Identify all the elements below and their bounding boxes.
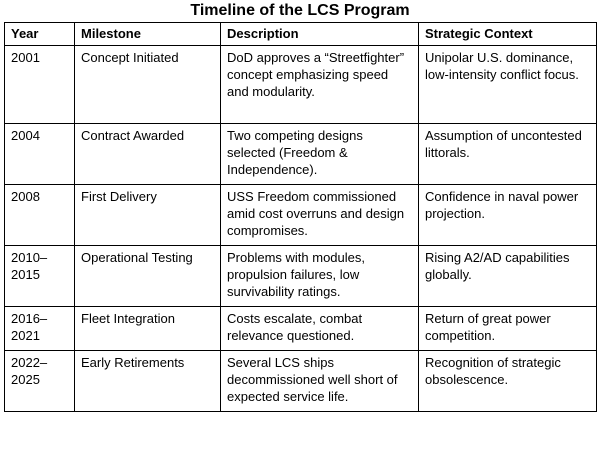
milestone-cell: First Delivery — [75, 185, 221, 246]
context-cell: Return of great power competition. — [419, 307, 597, 351]
header-description: Description — [221, 23, 419, 46]
description-cell: USS Freedom commissioned amid cost overruns and design compromises. — [221, 185, 419, 246]
header-strategic-context: Strategic Context — [419, 23, 597, 46]
description-cell: Costs escalate, combat relevance questioned. — [221, 307, 419, 351]
milestone-cell: Contract Awarded — [75, 124, 221, 185]
context-cell: Assumption of uncontested littorals. — [419, 124, 597, 185]
header-milestone: Milestone — [75, 23, 221, 46]
timeline-table — [4, 22, 597, 412]
context-cell: Confidence in naval power projection. — [419, 185, 597, 246]
year-cell: 2001 — [5, 46, 75, 124]
description-cell: Problems with modules, propulsion failures, low survivability ratings. — [221, 246, 419, 307]
table-row — [5, 351, 597, 412]
year-cell: 2016–2021 — [5, 307, 75, 351]
description-cell: Several LCS ships decommissioned well short of expected service life. — [221, 351, 419, 412]
description-cell: Two competing designs selected (Freedom & Independence). — [221, 124, 419, 185]
milestone-cell: Early Retirements — [75, 351, 221, 412]
table-row — [5, 246, 597, 307]
table-row — [5, 46, 597, 124]
year-cell: 2004 — [5, 124, 75, 185]
table-row — [5, 307, 597, 351]
context-cell: Unipolar U.S. dominance, low-intensity conflict focus. — [419, 46, 597, 124]
context-cell: Rising A2/AD capabilities globally. — [419, 246, 597, 307]
page-title: Timeline of the LCS Program — [190, 2, 410, 19]
year-cell: 2010–2015 — [5, 246, 75, 307]
header-year: Year — [5, 23, 75, 46]
description-cell: DoD approves a “Streetfighter” concept emphasizing speed and modularity. — [221, 46, 419, 124]
year-cell: 2022–2025 — [5, 351, 75, 412]
year-cell: 2008 — [5, 185, 75, 246]
milestone-cell: Fleet Integration — [75, 307, 221, 351]
milestone-cell: Concept Initiated — [75, 46, 221, 124]
table-row — [5, 185, 597, 246]
context-cell: Recognition of strategic obsolescence. — [419, 351, 597, 412]
table-row — [5, 124, 597, 185]
header-row — [5, 23, 597, 46]
milestone-cell: Operational Testing — [75, 246, 221, 307]
